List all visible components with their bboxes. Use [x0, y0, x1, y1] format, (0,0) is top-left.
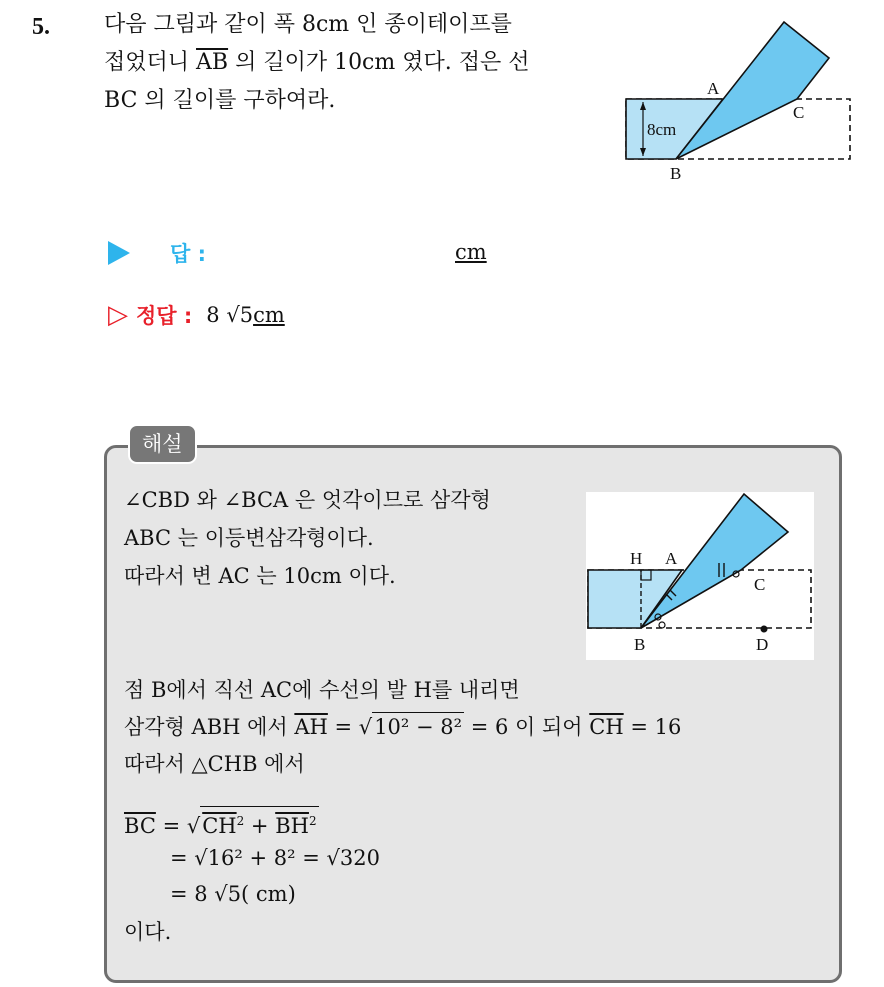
- correct-value: 8 √5cm: [206, 303, 285, 327]
- label-b: B: [670, 164, 682, 183]
- explanation-tab: 해설: [128, 424, 197, 464]
- explanation-figure-frame: [586, 492, 814, 660]
- outline-triangle-icon: ▷: [108, 300, 128, 330]
- correct-label: 정답 :: [136, 304, 193, 328]
- fig2-label-c: C: [754, 575, 766, 594]
- label-a: A: [707, 79, 720, 98]
- fig2-label-a: A: [665, 549, 678, 568]
- fig2-label-b: B: [634, 635, 646, 654]
- correct-answer-row: [108, 300, 285, 330]
- answer-label: 답 :: [170, 242, 206, 266]
- answer-unit: cm: [455, 240, 487, 264]
- question-line-3: BC 의 길이를 구하여라.: [104, 88, 336, 113]
- equation-line-3: = 8 √5( cm): [170, 882, 296, 906]
- fig2-label-h: H: [630, 549, 643, 568]
- explanation-conclusion: 이다.: [124, 920, 172, 944]
- question-number: 5.: [32, 14, 50, 40]
- explanation-line-5: 삼각형 ABH 에서 $\overline{AH} = √10^2 - 8^2 = 6$ 이 되어 $\overline{CH} = 16$: [124, 712, 681, 741]
- segment-ab: $\overline{AB}$: [196, 50, 229, 75]
- explanation-line-1: ∠CBD 와 ∠BCA 은 엇각이므로 삼각형: [124, 488, 491, 512]
- explanation-line-6: 따라서 △CHB 에서: [124, 752, 305, 776]
- play-icon: [108, 241, 130, 265]
- width-label: 8cm: [647, 120, 677, 139]
- explanation-line-4: 점 B에서 직선 AC에 수선의 발 H를 내리면: [124, 678, 520, 702]
- fig2-label-d: D: [756, 635, 769, 654]
- explanation-line-3: 따라서 변 AC 는 10cm 이다.: [124, 564, 396, 588]
- answer-row: [108, 238, 206, 268]
- equation-line-1: $\overline{BC} = √CH^2 + \overline{BH}^2$: [124, 806, 319, 840]
- label-c: C: [793, 103, 805, 122]
- question-line-2: 접었더니 $\overline{AB}$ 의 길이가 10cm 였다. 접은 선: [104, 50, 530, 75]
- explanation-figure: [586, 492, 814, 660]
- folded-tape-figure: [615, 18, 865, 188]
- question-line-1: 다음 그림과 같이 폭 8cm 인 종이테이프를: [104, 12, 512, 37]
- explanation-line-2: ABC 는 이등변삼각형이다.: [124, 526, 374, 550]
- equation-line-2: = √16² + 8² = √320: [170, 846, 380, 870]
